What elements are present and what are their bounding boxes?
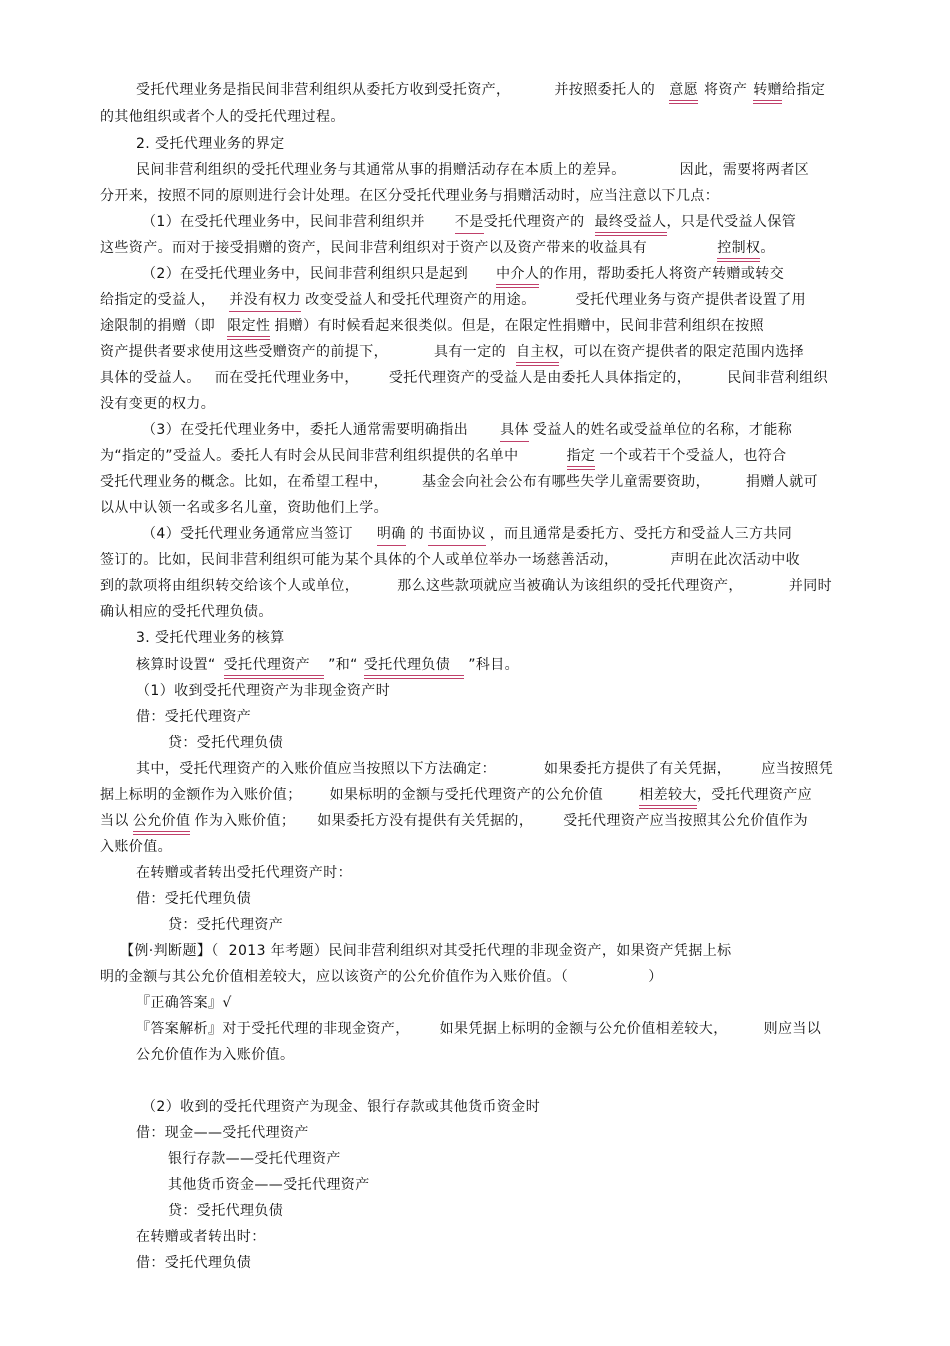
- text-line: [100, 316, 764, 340]
- text-segment: 其中，受托代理资产的入账价值应当按照以下方法确定：: [136, 761, 496, 777]
- text-line: [100, 368, 828, 388]
- text-line: [100, 472, 818, 492]
- text-segment: 分开来，按照不同的原则进行会计处理。在区分受托代理业务与捐赠活动时，应当注意以下几点：: [100, 188, 720, 204]
- underlined-keyword: 控制权: [717, 238, 760, 262]
- underlined-keyword: 并没有权力: [229, 290, 301, 312]
- text-segment: ”和“: [328, 657, 358, 673]
- text-segment: 明的金额与其公允价值相差较大，应以该资产的公允价值作为入账价值。（: [100, 969, 569, 985]
- text-segment: 入账价值。: [100, 839, 172, 855]
- text-segment: 而在受托代理业务中，: [214, 370, 359, 386]
- text-line: [136, 1019, 821, 1039]
- text-line: [100, 342, 804, 366]
- text-segment: 借：受托代理负债: [136, 891, 252, 907]
- text-segment: 如果凭据上标明的金额与公允价值相差较大，: [439, 1021, 728, 1037]
- text-line: [142, 212, 796, 236]
- journal-entry: [136, 1253, 251, 1273]
- text-segment: 具有一定的: [434, 344, 506, 360]
- text-segment: 以从中认领一名或多名儿童，资助他们上学。: [100, 500, 388, 516]
- text-segment: 当以: [100, 813, 129, 829]
- text-segment: 具体的受益人。: [100, 370, 201, 386]
- text-segment: 的: [409, 526, 425, 542]
- text-segment: 其他货币资金——受托代理资产: [168, 1177, 370, 1193]
- underlined-keyword: 公允价值: [133, 811, 191, 835]
- underlined-keyword: 书面协议: [428, 524, 486, 546]
- text-segment: 作为入账价值；: [194, 813, 296, 829]
- text-segment: （2）收到的受托代理资产为现金、银行存款或其他货币资金时: [142, 1099, 541, 1115]
- journal-entry: [168, 733, 283, 753]
- text-line: [136, 80, 825, 104]
- text-segment: 没有变更的权力。: [100, 396, 216, 412]
- text-segment: 并同时: [788, 578, 833, 594]
- text-segment: 民间非营利组织的受托代理业务与其通常从事的捐赠活动存在本质上的差异。: [136, 162, 626, 178]
- text-line: [100, 498, 388, 518]
- text-segment: 借：现金——受托代理资产: [136, 1125, 309, 1141]
- journal-entry: [136, 889, 251, 909]
- text-line: [136, 863, 352, 883]
- text-segment: 声明在此次活动中收: [670, 552, 801, 568]
- underlined-keyword: 转赠: [753, 80, 782, 104]
- text-segment: 途限制的捐赠（即: [100, 318, 216, 334]
- underlined-keyword: 限定性: [227, 316, 270, 340]
- underlined-keyword: 指定: [567, 446, 596, 470]
- text-line: [142, 1097, 540, 1117]
- underlined-keyword: 受托代理资产: [224, 655, 324, 679]
- text-segment: ，只是代受益人保管: [666, 214, 797, 230]
- underlined-keyword: 自主权: [516, 342, 559, 366]
- text-line: [100, 394, 215, 414]
- text-segment: 则应当以: [763, 1021, 822, 1037]
- section-heading: [136, 628, 285, 648]
- journal-entry: [136, 1123, 309, 1143]
- journal-entry: [168, 915, 283, 935]
- text-segment: 贷：受托代理负债: [168, 1203, 284, 1219]
- section-heading: [136, 134, 285, 154]
- text-segment: 如果委托方提供了有关凭据，: [544, 761, 732, 777]
- text-segment: 并按照委托人的: [554, 82, 656, 98]
- underlined-keyword: 意愿: [669, 80, 698, 104]
- text-segment: （1）收到受托代理资产为非现金资产时: [136, 683, 391, 699]
- journal-entry: [168, 1175, 370, 1195]
- text-line: [136, 681, 390, 701]
- text-segment: 应当按照凭: [761, 761, 834, 777]
- text-segment: 。: [760, 240, 775, 256]
- text-segment: 改变受益人和受托代理资产的用途。: [305, 292, 536, 308]
- journal-entry: [136, 707, 251, 727]
- text-segment: 在转赠或者转出受托代理资产时：: [136, 865, 352, 881]
- text-segment: 核算时设置“: [136, 657, 216, 673]
- text-line: [136, 1227, 266, 1247]
- text-segment: 确认相应的受托代理负债。: [100, 604, 273, 620]
- text-segment: 那么这些款项就应当被确认为该组织的受托代理资产，: [397, 578, 743, 594]
- text-line: [136, 993, 232, 1013]
- underlined-keyword: 最终受益人: [595, 212, 667, 236]
- journal-entry: [168, 1201, 283, 1221]
- underlined-keyword: 相差较大: [639, 785, 697, 809]
- text-line: [100, 446, 787, 470]
- underlined-keyword: 受托代理负债: [364, 655, 464, 679]
- text-segment: 因此，需要将两者区: [679, 162, 810, 178]
- text-segment: 给指定的受益人，: [100, 292, 216, 308]
- text-segment: 据上标明的金额作为入账价值；: [100, 787, 302, 803]
- text-segment: 到的款项将由组织转交给该个人或单位，: [100, 578, 360, 594]
- text-segment: 受托代理资产的受益人是由委托人具体指定的，: [388, 370, 692, 386]
- text-segment: 为“指定的”受益人。委托人有时会从民间非营利组织提供的名单中: [100, 448, 519, 464]
- journal-entry: [168, 1149, 341, 1169]
- text-segment: ）: [648, 969, 663, 985]
- text-segment: 受托代理业务是指民间非营利组织从委托方收到受托资产，: [136, 82, 511, 98]
- text-segment: （4）受托代理业务通常应当签订: [142, 526, 353, 542]
- text-line: [100, 785, 812, 809]
- text-segment: 公允价值作为入账价值。: [136, 1047, 295, 1063]
- text-segment: 受托代理业务的概念。比如，在希望工程中，: [100, 474, 388, 490]
- underlined-keyword: 中介人: [496, 264, 539, 288]
- text-line: [100, 186, 719, 206]
- text-segment: （2）在受托代理业务中，民间非营利组织只是起到: [142, 266, 469, 282]
- text-segment: 的作用，帮助委托人将资产转赠或转交: [539, 266, 785, 282]
- text-segment: 的其他组织或者个人的受托代理过程。: [100, 109, 345, 125]
- text-line: [100, 967, 663, 987]
- text-segment: 2013 年考题）民间非营利组织对其受托代理的非现金资产，如果资产凭据上标: [228, 943, 732, 959]
- text-segment: 一个或若干个受益人，也符合: [599, 448, 787, 464]
- text-segment: ”科目。: [468, 657, 520, 673]
- text-line: [100, 550, 800, 570]
- text-segment: （3）在受托代理业务中，委托人通常需要明确指出: [142, 422, 469, 438]
- text-segment: 受益人的姓名或受益单位的名称，才能称: [532, 422, 793, 438]
- text-segment: 受托代理资产的: [483, 214, 585, 230]
- text-line: [136, 1045, 294, 1065]
- text-line: [100, 238, 775, 262]
- text-segment: （1）在受托代理业务中，民间非营利组织并: [142, 214, 425, 230]
- text-segment: 给指定: [782, 82, 826, 98]
- text-line: [100, 837, 172, 857]
- text-line: [100, 576, 832, 596]
- text-segment: ，受托代理资产应: [696, 787, 813, 803]
- text-segment: 基金会向社会公布有哪些失学儿童需要资助，: [422, 474, 710, 490]
- text-segment: 如果委托方没有提供有关凭据的，: [317, 813, 534, 829]
- text-segment: 在转赠或者转出时：: [136, 1229, 266, 1245]
- text-segment: 借：受托代理资产: [136, 709, 252, 725]
- text-segment: 如果标明的金额与受托代理资产的公允价值: [329, 787, 604, 803]
- underlined-keyword: 明确: [377, 524, 406, 546]
- text-segment: 『正确答案』√: [136, 995, 232, 1011]
- text-segment: 贷：受托代理资产: [168, 917, 284, 933]
- text-line: [100, 107, 345, 127]
- text-segment: 民间非营利组织: [727, 370, 829, 386]
- text-line: [136, 160, 809, 180]
- text-line: [120, 941, 732, 961]
- text-segment: 2. 受托代理业务的界定: [136, 136, 285, 152]
- text-segment: 『答案解析』对于受托代理的非现金资产，: [136, 1021, 410, 1037]
- text-segment: 签订的。比如，民间非营利组织可能为某个具体的个人或单位举办一场慈善活动，: [100, 552, 619, 568]
- text-segment: 贷：受托代理负债: [168, 735, 284, 751]
- text-segment: 银行存款——受托代理资产: [168, 1151, 341, 1167]
- text-line: [100, 602, 273, 622]
- text-line: [100, 290, 806, 312]
- text-segment: 这些资产。而对于接受捐赠的资产，民间非营利组织对于资产以及资产带来的收益具有: [100, 240, 648, 256]
- text-line: [142, 524, 792, 546]
- underlined-keyword: 不是: [455, 212, 484, 234]
- text-segment: 将资产: [704, 82, 748, 98]
- text-segment: ，而且通常是委托方、受托方和受益人三方共同: [489, 526, 793, 542]
- text-line: [136, 759, 833, 779]
- text-line: [136, 655, 519, 679]
- text-segment: 【例·判断题】（: [120, 943, 219, 959]
- text-segment: 3. 受托代理业务的核算: [136, 630, 285, 646]
- text-segment: ，可以在资产提供者的限定范围内选择: [559, 344, 805, 360]
- text-line: [100, 811, 808, 835]
- text-segment: 资产提供者要求使用这些受赠资产的前提下，: [100, 344, 388, 360]
- text-segment: 受托代理业务与资产提供者设置了用: [575, 292, 807, 308]
- text-segment: 捐赠）有时候看起来很类似。但是，在限定性捐赠中，民间非营利组织在按照: [274, 318, 765, 334]
- text-line: [142, 420, 792, 442]
- text-segment: 借：受托代理负债: [136, 1255, 252, 1271]
- underlined-keyword: 具体: [500, 420, 529, 442]
- text-segment: 受托代理资产应当按照其公允价值作为: [563, 813, 809, 829]
- text-line: [142, 264, 784, 288]
- text-segment: 捐赠人就可: [746, 474, 818, 490]
